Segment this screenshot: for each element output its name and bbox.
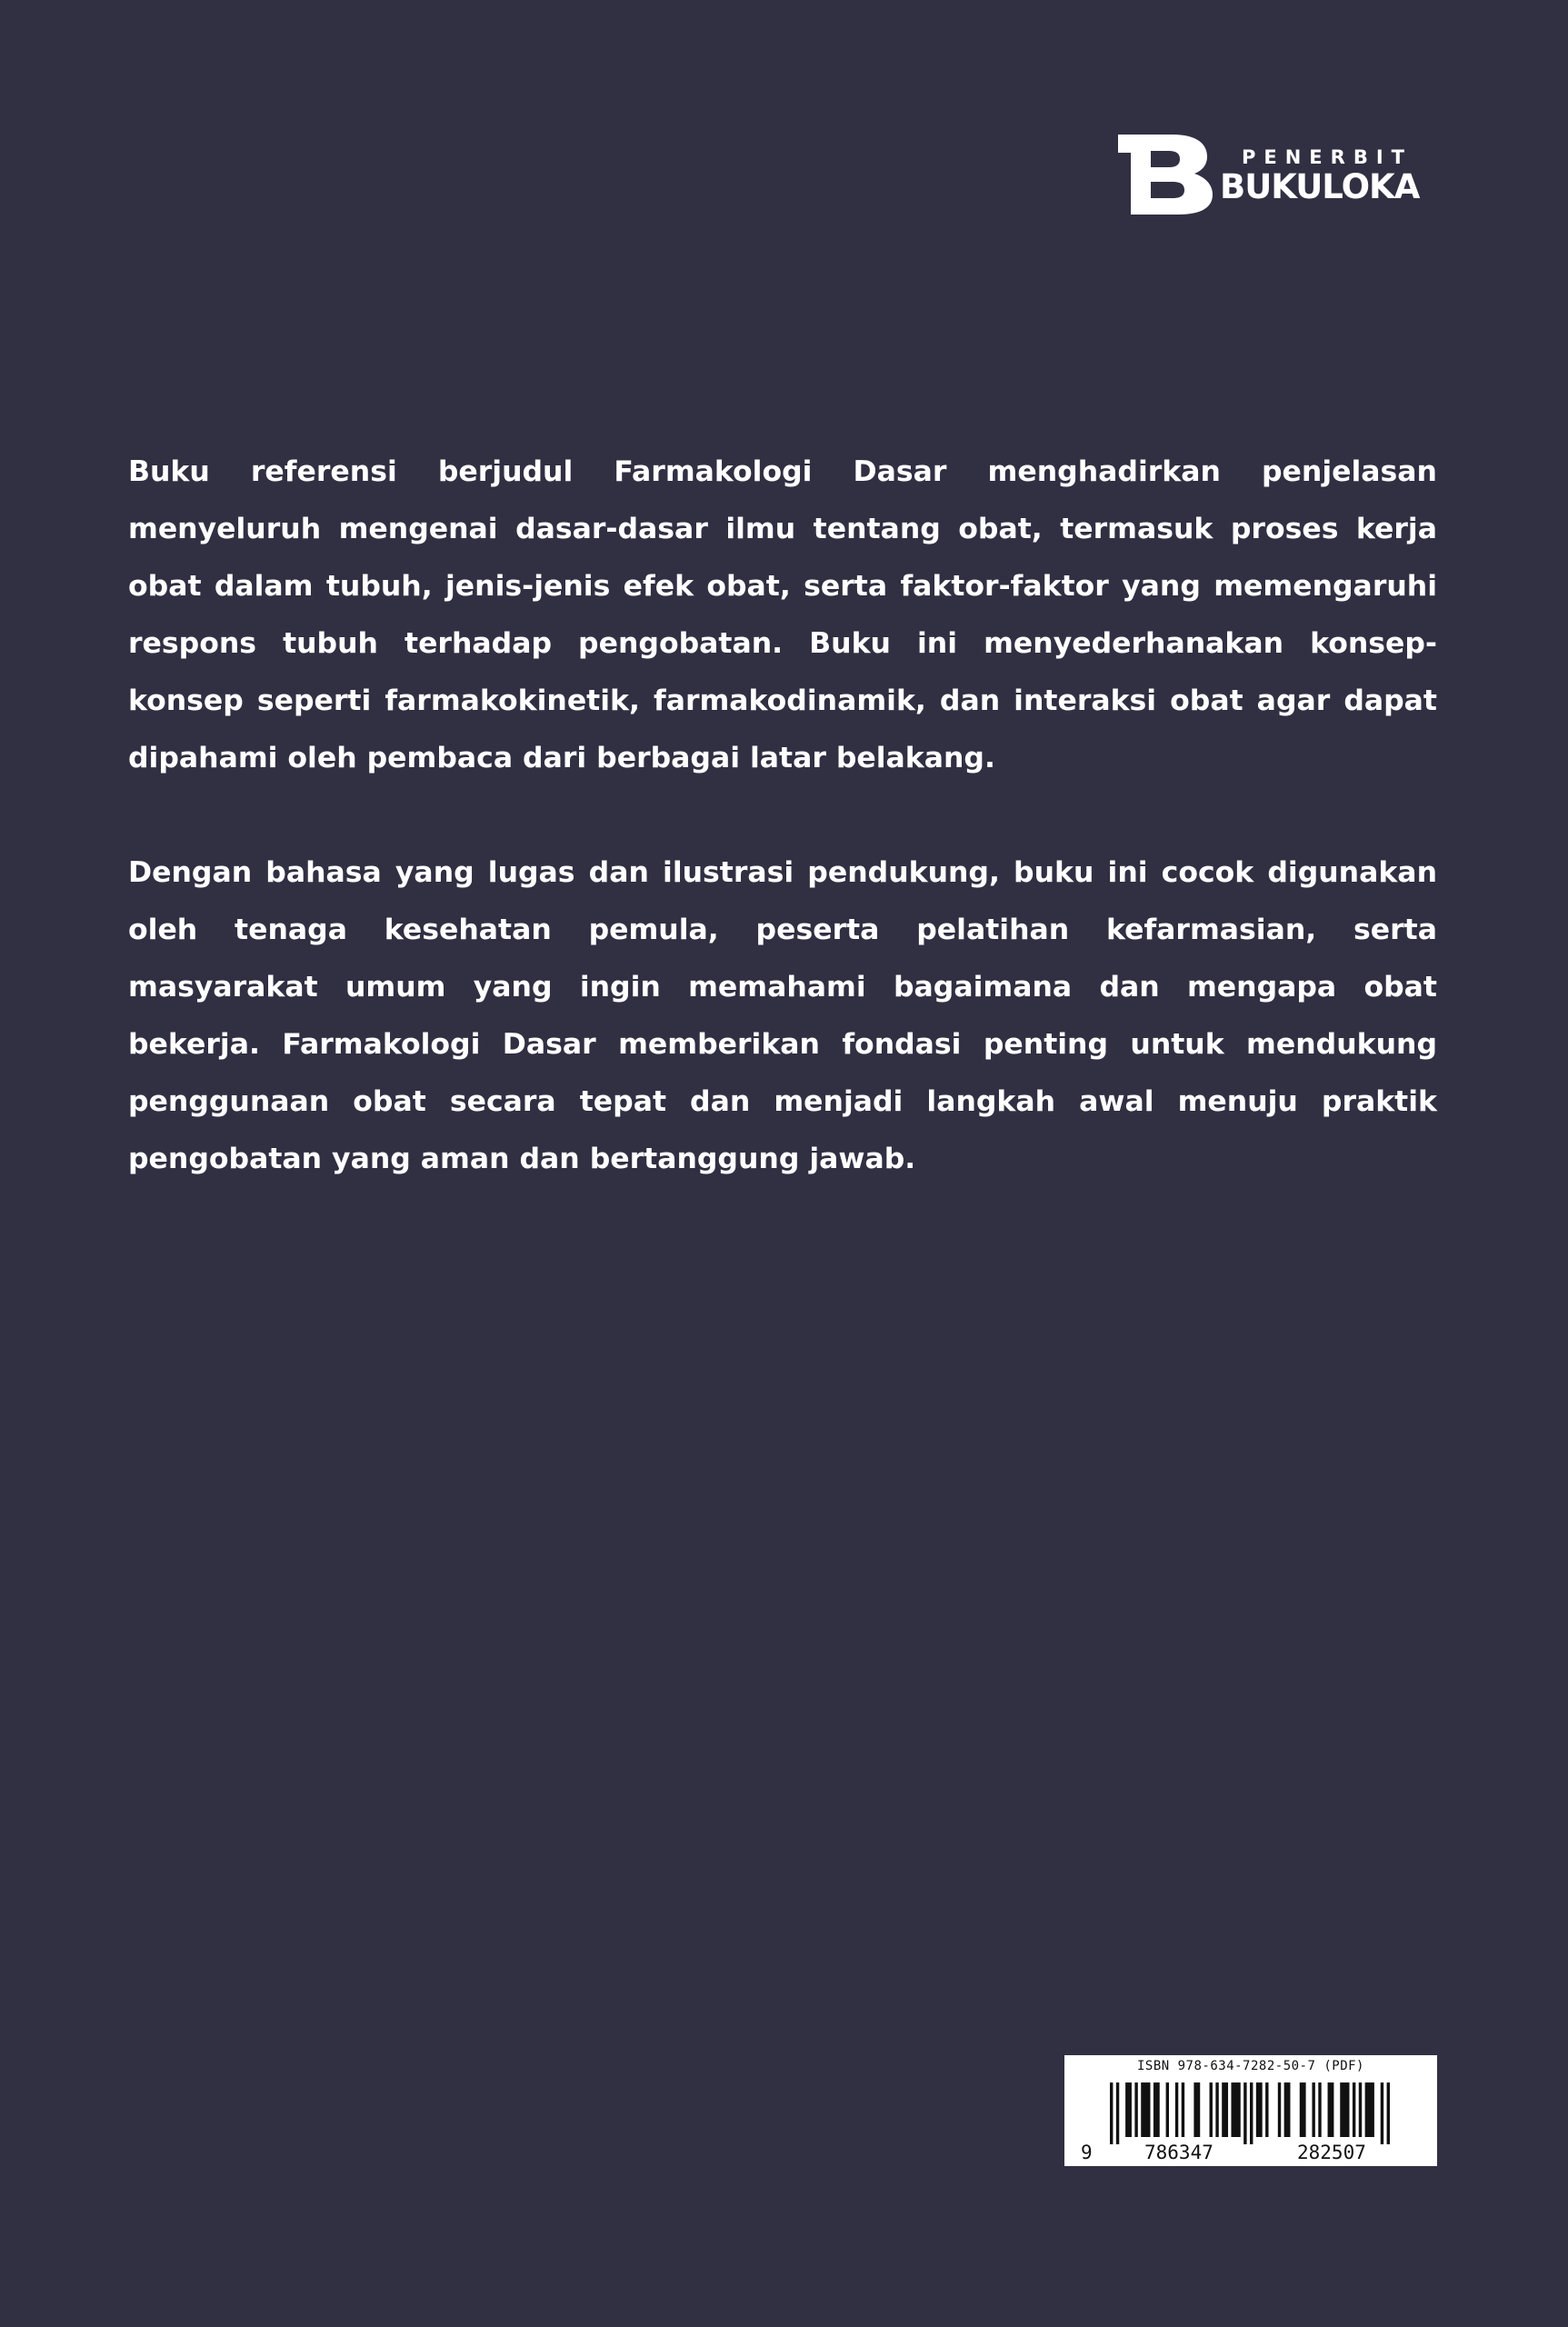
- blurb-paragraph: Buku referensi berjudul Farmakologi Dasar menghadirkan penjelasan menyeluruh mengenai dasar-dasar ilmu tentang obat, termasuk proses kerja obat dalam tubuh, jenis-jenis efek obat, serta faktor-faktor yang memengaruhi respons tubuh terhadap pengobatan. Buku ini menyederhanakan konsep-konsep seperti farmakokinetik, farmakodinamik, dan interaksi obat agar dapat dipahami oleh pembaca dari berbagai latar belakang.: [128, 455, 1437, 774]
- barcode-bar: [1231, 2082, 1240, 2137]
- barcode-bar: [1359, 2082, 1362, 2137]
- barcode-bar: [1110, 2082, 1113, 2144]
- barcode-bar: [1175, 2082, 1178, 2137]
- barcode-bar: [1250, 2082, 1253, 2144]
- barcode-bar: [1166, 2082, 1169, 2137]
- barcode-bar: [1141, 2082, 1150, 2137]
- barcode-left-digits: 786347: [1144, 2142, 1213, 2163]
- barcode-bar: [1381, 2082, 1383, 2144]
- barcode-bar: [1340, 2082, 1349, 2137]
- barcode-bar: [1365, 2082, 1374, 2137]
- barcode-bar: [1210, 2082, 1213, 2137]
- barcode-bar: [1134, 2082, 1137, 2137]
- barcode-first-digit: 9: [1081, 2142, 1093, 2163]
- barcode-bar: [1387, 2082, 1390, 2144]
- barcode-bar: [1312, 2082, 1314, 2137]
- barcode-bar: [1265, 2082, 1268, 2137]
- barcode-right-digits: 282507: [1297, 2142, 1366, 2163]
- barcode-bar: [1222, 2082, 1228, 2137]
- barcode-bar: [1353, 2082, 1355, 2137]
- barcode-bar: [1116, 2082, 1119, 2144]
- letter-b-logo-icon: [1118, 135, 1213, 215]
- publisher-logo: [1118, 133, 1438, 216]
- barcode-bar: [1256, 2082, 1263, 2137]
- barcode-bar: [1125, 2082, 1132, 2137]
- isbn-barcode: [1064, 2055, 1437, 2166]
- barcode-bar: [1215, 2082, 1218, 2137]
- barcode-bars: [1110, 2082, 1390, 2144]
- publisher-name: BUKULOKA: [1220, 167, 1420, 206]
- barcode-bar: [1278, 2082, 1281, 2137]
- isbn-label: ISBN 978-634-7282-50-7 (PDF): [1136, 2059, 1364, 2073]
- barcode-bar: [1243, 2082, 1246, 2144]
- blurb-paragraph: Dengan bahasa yang lugas dan ilustrasi pendukung, buku ini cocok digunakan oleh tenaga kesehatan pemula, peserta pelatihan kefarmasian, serta masyarakat umum yang ingin memahami bagaimana dan mengapa obat bekerja. Farmakologi Dasar memberikan fondasi penting untuk mendukung penggunaan obat secara tepat dan menjadi langkah awal menuju praktik pengobatan yang aman dan bertanggung jawab.: [128, 856, 1437, 1175]
- barcode-bar: [1300, 2082, 1306, 2137]
- book-blurb: [128, 444, 1437, 1245]
- barcode-bar: [1328, 2082, 1334, 2137]
- barcode-bar: [1154, 2082, 1160, 2137]
- barcode-bar: [1318, 2082, 1321, 2137]
- barcode-bar: [1193, 2082, 1200, 2137]
- barcode-bar: [1284, 2082, 1291, 2137]
- publisher-label-top: PENERBIT: [1242, 146, 1413, 168]
- barcode-bar: [1182, 2082, 1184, 2137]
